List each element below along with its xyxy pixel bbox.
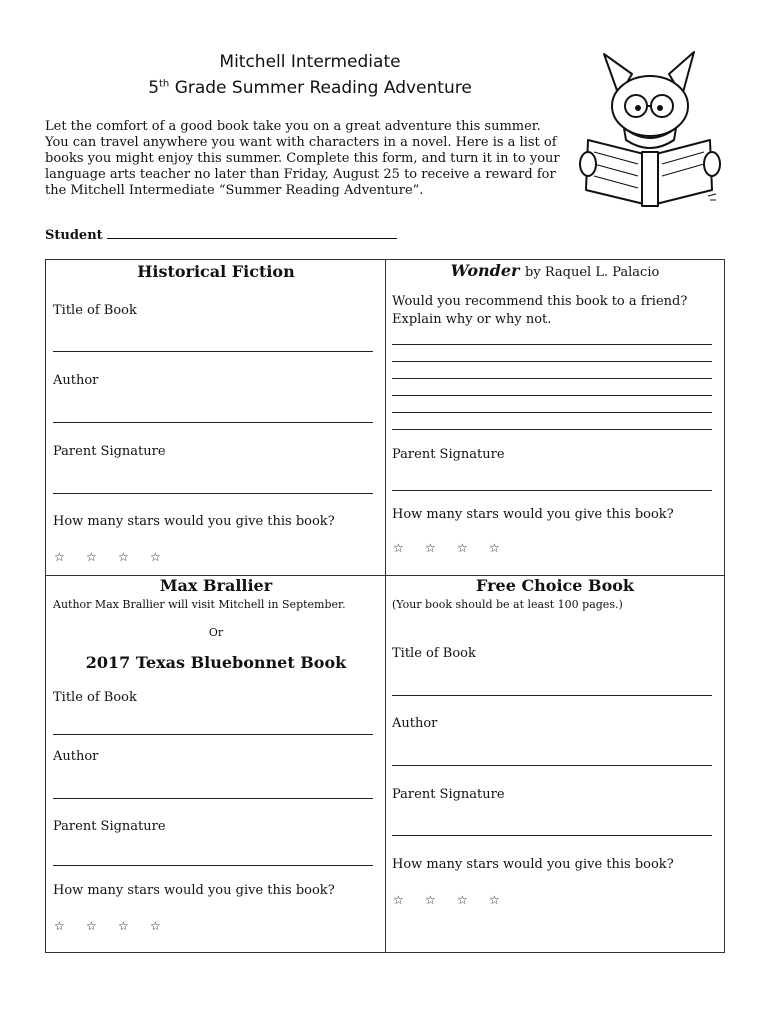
student-label: Student bbox=[45, 228, 103, 243]
author-line[interactable] bbox=[53, 798, 373, 799]
bluebonnet-subtitle: 2017 Texas Bluebonnet Book bbox=[85, 653, 347, 672]
parent-signature-label: Parent Signature bbox=[392, 787, 505, 802]
star-icon[interactable]: ☆ bbox=[54, 550, 65, 564]
program-name: Grade Summer Reading Adventure bbox=[174, 78, 472, 98]
answer-line[interactable] bbox=[392, 378, 712, 379]
or-separator: Or bbox=[208, 626, 224, 639]
star-icon[interactable]: ☆ bbox=[118, 919, 129, 933]
author-line[interactable] bbox=[53, 422, 373, 423]
stars-question: How many stars would you give this book? bbox=[392, 857, 674, 872]
star-icon[interactable]: ☆ bbox=[425, 541, 436, 555]
box-title: Max Brallier bbox=[159, 576, 273, 595]
free-choice-box bbox=[386, 576, 724, 952]
star-icon[interactable]: ☆ bbox=[150, 550, 161, 564]
star-icon[interactable]: ☆ bbox=[425, 893, 436, 907]
recommend-question: Would you recommend this book to a friend? bbox=[392, 294, 688, 309]
stars-question: How many stars would you give this book? bbox=[53, 514, 335, 529]
star-icon[interactable]: ☆ bbox=[118, 550, 129, 564]
star-icon[interactable]: ☆ bbox=[489, 541, 500, 555]
author-label: Author bbox=[392, 716, 438, 731]
grade-number: 5 bbox=[148, 78, 160, 98]
page-requirement-note: (Your book should be at least 100 pages.) bbox=[392, 598, 623, 611]
title-of-book-label: Title of Book bbox=[53, 690, 137, 705]
star-icon[interactable]: ☆ bbox=[393, 893, 404, 907]
book-byline: by Raquel L. Palacio bbox=[525, 265, 660, 280]
star-rating[interactable] bbox=[54, 550, 182, 564]
historical-fiction-box bbox=[46, 260, 385, 575]
answer-line[interactable] bbox=[392, 412, 712, 413]
title-of-book-line[interactable] bbox=[53, 734, 373, 735]
star-rating[interactable] bbox=[54, 919, 182, 933]
stars-question: How many stars would you give this book? bbox=[392, 507, 674, 522]
reading-mascot-icon bbox=[574, 44, 724, 209]
author-line[interactable] bbox=[392, 765, 712, 766]
answer-line[interactable] bbox=[392, 429, 712, 430]
parent-signature-label: Parent Signature bbox=[53, 819, 166, 834]
parent-signature-label: Parent Signature bbox=[53, 444, 166, 459]
star-icon[interactable]: ☆ bbox=[86, 919, 97, 933]
title-of-book-label: Title of Book bbox=[53, 303, 137, 318]
star-rating[interactable] bbox=[393, 893, 521, 907]
answer-line[interactable] bbox=[392, 395, 712, 396]
grade-suffix: th bbox=[159, 78, 170, 90]
author-label: Author bbox=[53, 373, 99, 388]
book-title: Wonder bbox=[450, 261, 520, 280]
parent-signature-line[interactable] bbox=[53, 865, 373, 866]
parent-signature-line[interactable] bbox=[392, 835, 712, 836]
reading-log-grid bbox=[45, 259, 725, 953]
star-icon[interactable]: ☆ bbox=[457, 893, 468, 907]
parent-signature-line[interactable] bbox=[53, 493, 373, 494]
title-of-book-label: Title of Book bbox=[392, 646, 476, 661]
intro-paragraph: Let the comfort of a good book take you on a great adventure this summer. You can travel anywhere you want with characters in a novel. Here is a list of books you might enjoy this summer. Complete this form, and turn it in to your language arts teacher no later than Friday, August 25 to receive a reward for the Mitchell Intermediate “Summer Reading Adventure”. bbox=[45, 119, 560, 198]
student-name-line[interactable] bbox=[107, 226, 397, 239]
student-field[interactable] bbox=[45, 226, 397, 243]
stars-question: How many stars would you give this book? bbox=[53, 883, 335, 898]
star-rating[interactable] bbox=[393, 541, 521, 555]
wonder-box bbox=[386, 260, 724, 575]
program-title bbox=[60, 78, 560, 98]
star-icon[interactable]: ☆ bbox=[54, 919, 65, 933]
box-title: Free Choice Book bbox=[476, 576, 634, 595]
answer-line[interactable] bbox=[392, 361, 712, 362]
box-title bbox=[390, 261, 720, 280]
star-icon[interactable]: ☆ bbox=[393, 541, 404, 555]
answer-line[interactable] bbox=[392, 344, 712, 345]
star-icon[interactable]: ☆ bbox=[489, 893, 500, 907]
author-visit-note: Author Max Brallier will visit Mitchell in September. bbox=[53, 598, 346, 611]
title-of-book-line[interactable] bbox=[392, 695, 712, 696]
box-title: Historical Fiction bbox=[137, 262, 295, 281]
title-of-book-line[interactable] bbox=[53, 351, 373, 352]
parent-signature-label: Parent Signature bbox=[392, 447, 505, 462]
star-icon[interactable]: ☆ bbox=[457, 541, 468, 555]
star-icon[interactable]: ☆ bbox=[150, 919, 161, 933]
star-icon[interactable]: ☆ bbox=[86, 550, 97, 564]
explain-prompt: Explain why or why not. bbox=[392, 312, 552, 327]
max-brallier-box bbox=[46, 576, 385, 952]
parent-signature-line[interactable] bbox=[392, 490, 712, 491]
author-label: Author bbox=[53, 749, 99, 764]
school-name: Mitchell Intermediate bbox=[219, 52, 401, 72]
